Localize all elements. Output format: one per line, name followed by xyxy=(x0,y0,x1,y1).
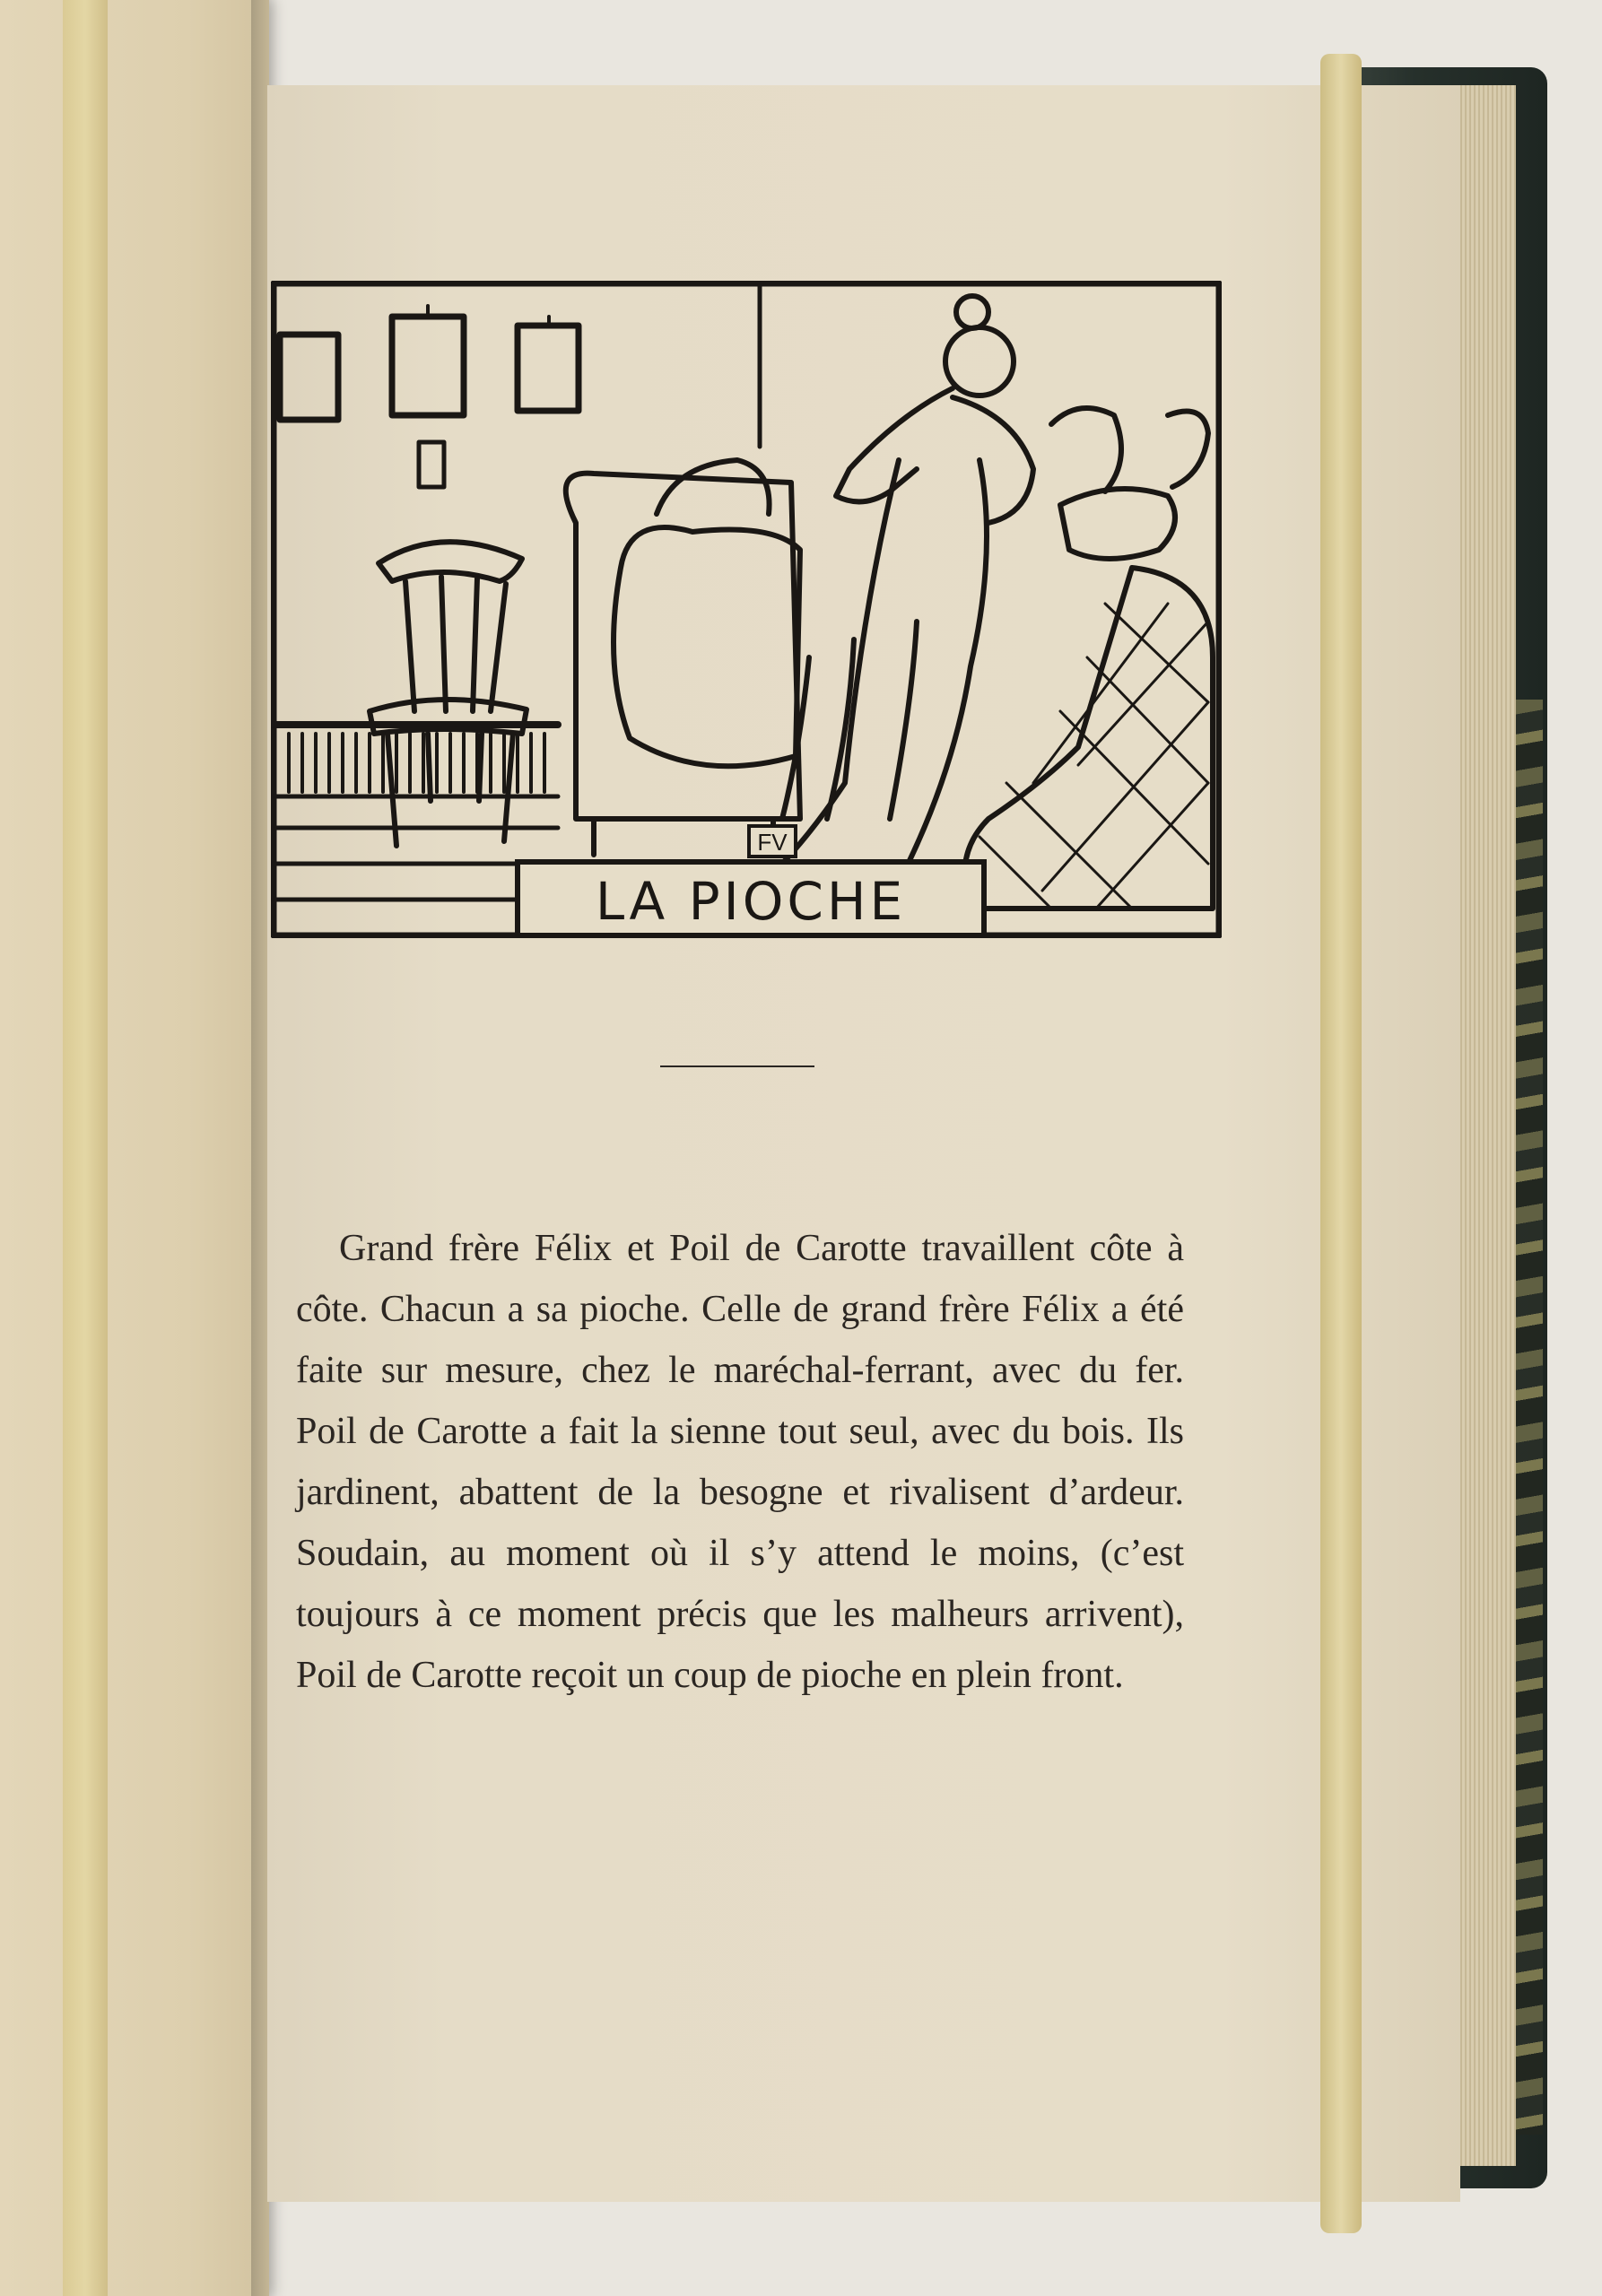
paragraph: Grand frère Félix et Poil de Carotte travaillent côte à côte. Chacun a sa pioche. Celle de grand frère Félix a été faite sur mesure, chez le maréchal-ferrant, avec du fer. Poil de Carotte a fait la sienne tout seul, avec du bois. Ils jardinent, abattent de la besogne et rivalisent d’ardeur. Soudain, au moment où il s’y attend le moins, (c’est toujours à ce moment précis que les malheurs arrivent), Poil de Carotte reçoit un coup de pioche en plein front. xyxy=(296,1228,1184,1696)
page-edges xyxy=(1453,85,1516,2166)
left-facing-page xyxy=(0,0,269,2296)
section-rule xyxy=(660,1065,814,1067)
elastic-strap xyxy=(1320,54,1362,2233)
body-text xyxy=(296,1218,1184,1706)
chapter-illustration xyxy=(271,281,1222,938)
chapter-title: LA PIOCHE xyxy=(595,871,907,932)
left-elastic-strap xyxy=(63,0,108,2296)
illustrator-monogram: FV xyxy=(757,829,788,856)
